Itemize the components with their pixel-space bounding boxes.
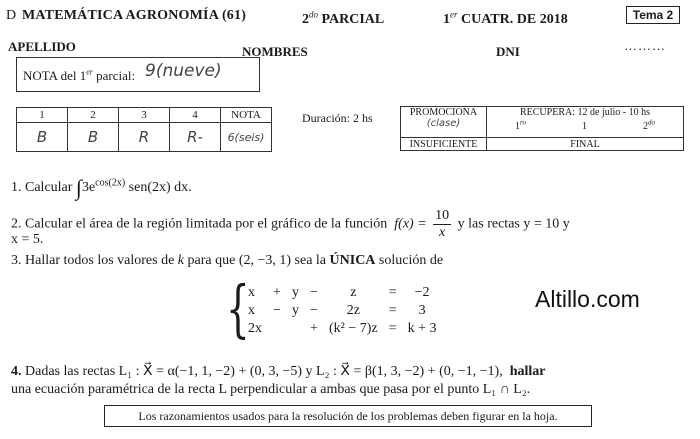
- problem-3-unica: ÚNICA: [329, 253, 376, 268]
- grade-value: B: [17, 123, 68, 152]
- linear-system: [244, 284, 441, 338]
- problem-1-text: Calcular: [25, 180, 73, 195]
- promociona-handwritten: (clase): [426, 118, 461, 129]
- tema-badge: Tema 2: [626, 6, 680, 24]
- cuatr-word: CUATR. DE 2018: [461, 12, 568, 27]
- recupera-col-3-number: 2: [642, 121, 648, 132]
- cuatr-number: 1: [443, 12, 450, 27]
- system-term: [288, 320, 303, 338]
- problem-2: [11, 208, 570, 241]
- corner-mark: D: [6, 8, 17, 23]
- cuatr-ordinal: er: [450, 9, 458, 20]
- system-term: z: [350, 285, 357, 300]
- recupera-col-3-ordinal: do: [647, 118, 655, 127]
- recupera-col-3: [642, 118, 655, 132]
- recupera-col-1: [515, 118, 526, 132]
- watermark-text: Altillo.com: [535, 286, 640, 312]
- parcial-number: 2: [302, 12, 309, 27]
- status-table: [400, 106, 684, 151]
- system-rhs: 3: [418, 303, 426, 318]
- dni-label: DNI: [496, 44, 520, 59]
- system-operator: [266, 320, 288, 338]
- exam-title: MATEMÁTICA AGRONOMÍA (61): [22, 8, 247, 23]
- system-term: y: [292, 303, 299, 318]
- grade-header: 3: [119, 108, 170, 123]
- promociona-cell: [401, 107, 487, 138]
- system-operator: −: [310, 303, 318, 318]
- system-term: y: [292, 285, 299, 300]
- system-operator: +: [310, 321, 318, 336]
- problem-1: [11, 175, 192, 201]
- nota-label-ordinal: er: [86, 67, 93, 77]
- problem-2-line-2: x = 5.: [11, 232, 44, 247]
- problem-1-number: 1.: [11, 180, 22, 195]
- problem-3: [11, 253, 443, 269]
- promociona-label: PROMOCIONA: [409, 107, 478, 118]
- problem-1-integrand: 3e: [81, 180, 96, 195]
- parcial-label: [302, 9, 385, 28]
- problem-4-line-2: una ecuación paramétrica de la recta L perpendicular a ambas que pasa por el punto L₁ ∩ L₂.: [11, 382, 531, 397]
- problem-3-text-c: solución de: [378, 253, 444, 268]
- system-term: x: [248, 303, 255, 318]
- system-operator: −: [273, 303, 281, 318]
- cuatrimestre-label: [443, 9, 568, 28]
- nota-primer-parcial-label: [23, 68, 135, 84]
- recupera-col-1-ordinal: ro: [520, 118, 526, 127]
- fraction-numerator: 10: [435, 208, 450, 223]
- system-equals: =: [388, 321, 397, 336]
- footer-note: Los razonamientos usados para la resolución de los problemas deben figurar en la hoja.: [104, 405, 592, 427]
- problem-4: [11, 363, 546, 380]
- system-operator: −: [310, 285, 318, 300]
- grade-value: R: [119, 123, 170, 152]
- problem-1-exponent: cos(2x): [95, 177, 126, 189]
- system-rhs: k + 3: [407, 321, 437, 336]
- integral-sign: ∫: [75, 175, 82, 200]
- insuficiente-label: INSUFICIENTE: [401, 138, 487, 151]
- nota-primer-parcial-handwritten: 9(nueve): [145, 61, 222, 81]
- recupera-col-1-number: 1: [515, 121, 520, 132]
- parcial-ordinal: do: [309, 9, 318, 20]
- recupera-label: RECUPERA: 12 de julio - 10 hs: [519, 107, 650, 118]
- nota-primer-parcial-box: [16, 57, 260, 92]
- system-rhs: −2: [414, 285, 430, 300]
- problem-2-number: 2.: [11, 216, 22, 232]
- grade-header: 2: [68, 108, 119, 123]
- problem-4-hallar: hallar: [509, 364, 546, 379]
- parcial-word: PARCIAL: [321, 12, 385, 27]
- system-term: 2x: [248, 321, 262, 336]
- system-term: x: [248, 285, 255, 300]
- grade-header: 4: [170, 108, 221, 123]
- dni-dots: ………: [624, 38, 666, 53]
- problem-3-k: k: [177, 253, 185, 268]
- grade-value: R-: [170, 123, 221, 152]
- system-operator: +: [273, 285, 281, 300]
- grades-table: [16, 107, 272, 152]
- problem-3-number: 3.: [11, 253, 22, 268]
- nombres-label: NOMBRES: [242, 44, 308, 59]
- problem-2-text: Calcular el área de la región limitada por el gráfico de la función: [25, 216, 388, 232]
- problem-2-tail: y las rectas y = 10 y: [457, 216, 570, 232]
- grade-value: B: [68, 123, 119, 152]
- grade-header: 1: [17, 108, 68, 123]
- problem-3-text-b: para que (2, −3, 1) sea la: [187, 253, 327, 268]
- apellido-label: APELLIDO: [8, 39, 76, 54]
- nota-label-start: NOTA del 1: [23, 68, 87, 83]
- system-equals: =: [388, 303, 397, 318]
- grade-header-nota: NOTA: [221, 108, 272, 123]
- system-brace: {: [226, 272, 250, 345]
- system-term: (k² − 7)z: [329, 321, 378, 336]
- recupera-col-2: 1: [581, 121, 587, 132]
- problem-2-function: f(x) =: [394, 216, 427, 232]
- problem-2-fraction: [433, 208, 451, 241]
- problem-4-line-1: Dadas las rectas L₁ : X⃗ = α(−1, 1, −2) + (0, 3, −5) y L₂ : X⃗ = β(1, 3, −2) + (0, −1, −1),: [25, 364, 503, 379]
- duracion-label: Duración: 2 hs: [302, 111, 373, 125]
- system-term: 2z: [346, 303, 360, 318]
- fraction-denominator: x: [439, 225, 446, 240]
- problem-3-text-a: Hallar todos los valores de: [25, 253, 175, 268]
- problem-1-tail: sen(2x) dx.: [128, 180, 192, 195]
- recupera-cell: [487, 107, 684, 138]
- problem-4-number: 4.: [11, 364, 22, 379]
- system-equals: =: [388, 285, 397, 300]
- final-label: FINAL: [487, 138, 684, 151]
- nota-label-end: parcial:: [92, 68, 136, 83]
- grade-value-nota: 6(seis): [221, 123, 272, 152]
